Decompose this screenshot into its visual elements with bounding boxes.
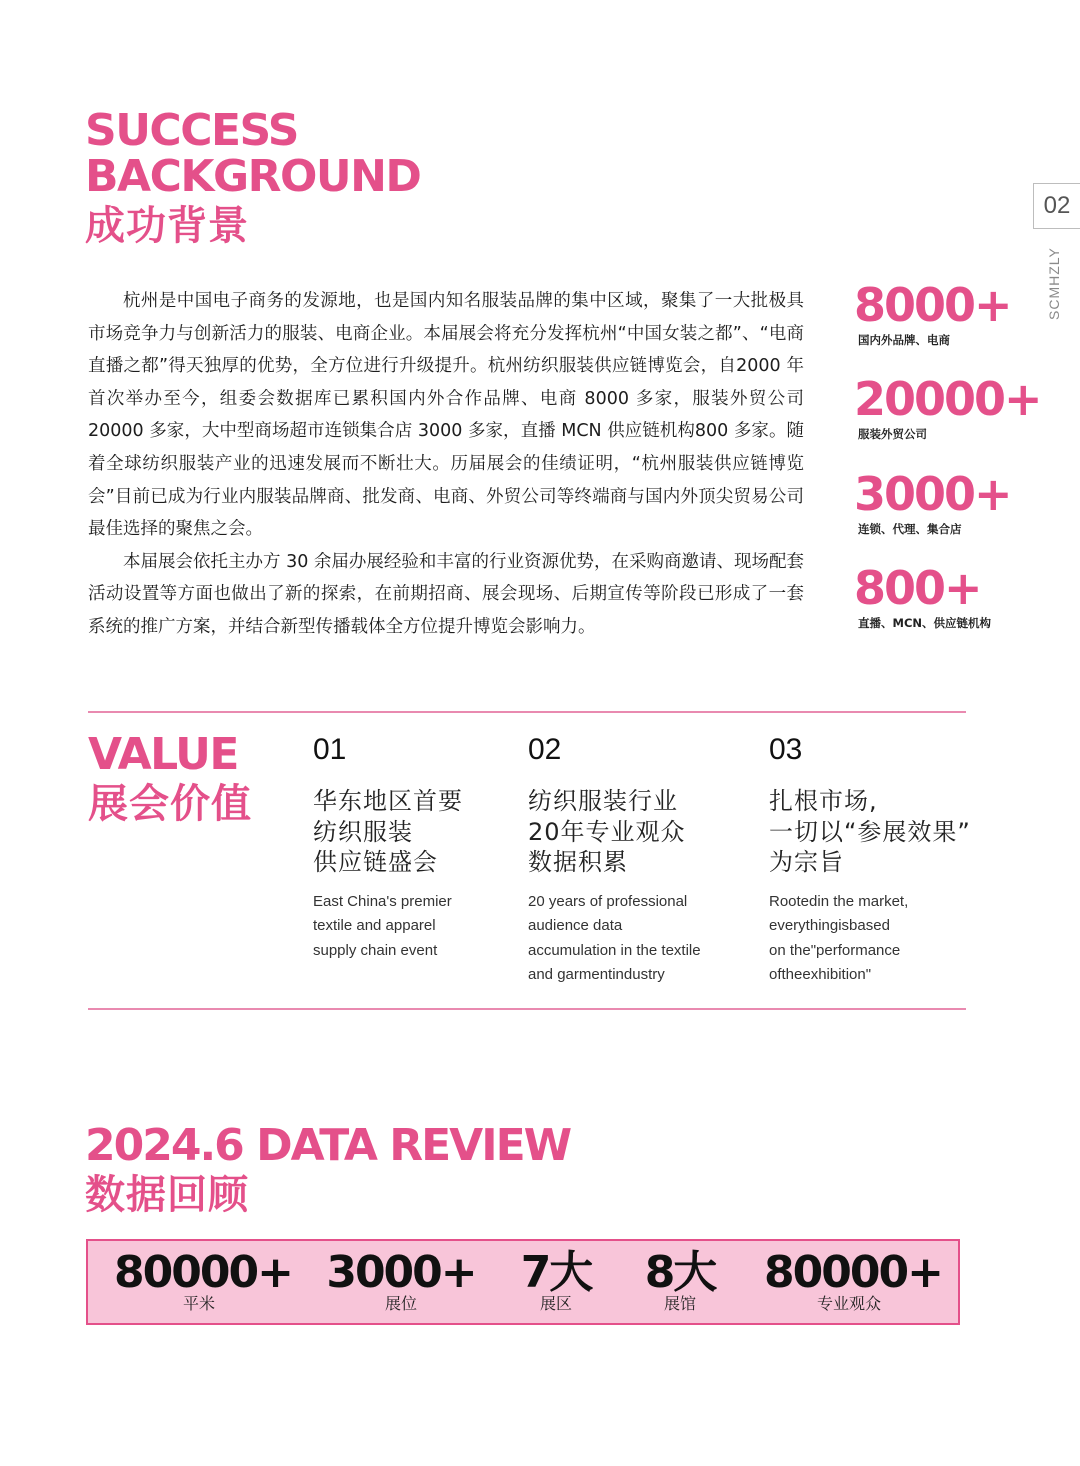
title-en-line2: BACKGROUND bbox=[85, 151, 421, 202]
review-stat bbox=[640, 1247, 720, 1313]
value-cn-line: 纺织服装行业 bbox=[528, 787, 678, 815]
side-stat-label: 直播、MCN、供应链机构 bbox=[858, 616, 992, 630]
review-stat-value: 8大 bbox=[644, 1247, 716, 1298]
value-en-line: accumulation in the textile bbox=[528, 941, 701, 959]
intro-paragraph-1: 杭州是中国电子商务的发源地，也是国内知名服装品牌的集中区域，聚集了一大批极具市场竞争力与创新活力的服装、电商企业。本届展会将充分发挥杭州“中国女装之都”、“电商直播之都”得天独厚的优势，全方位进行升级提升。杭州纺织服装供应链博览会，自2000 年首次举办至今，组委会数据库已累积国内外合作品牌、电商 8000 多家，服装外贸公司 20000 多家，大中型商场超市连锁集合店 3000 多家，直播 MCN 供应链机构800 多家。随着全球纺织服装产业的迅速发展而不断壮大。历届展会的佳绩证明，“杭州服装供应链博览会”目前已成为行业内服装品牌商、批发商、电商、外贸公司等终端商与国内外顶尖贸易公司最佳选择的聚焦之会。 bbox=[88, 291, 804, 540]
value-item-number: 03 bbox=[769, 733, 803, 766]
section-title-success-background bbox=[85, 105, 421, 252]
value-cn-line: 华东地区首要 bbox=[313, 787, 463, 815]
side-stat-value: 3000+ bbox=[854, 467, 1011, 521]
value-en-line: supply chain event bbox=[313, 941, 438, 959]
review-stat-label: 展馆 bbox=[663, 1294, 696, 1313]
side-stat-label: 国内外品牌、电商 bbox=[858, 333, 950, 347]
value-item-number: 01 bbox=[313, 733, 347, 766]
value-cn-line: 一切以“参展效果” bbox=[769, 817, 971, 846]
review-stat-value: 80000+ bbox=[764, 1247, 942, 1298]
value-title-en: VALUE bbox=[88, 729, 238, 780]
value-item-03 bbox=[769, 732, 971, 988]
value-item-cn bbox=[313, 786, 463, 878]
review-stat-label: 专业观众 bbox=[816, 1294, 881, 1313]
review-title-cn: 数据回顾 bbox=[85, 1172, 249, 1218]
value-title-cn: 展会价值 bbox=[88, 781, 252, 827]
review-stat-value: 3000+ bbox=[326, 1247, 476, 1298]
value-en-line: East China's premier bbox=[313, 892, 452, 910]
value-en-line: and garmentindustry bbox=[528, 966, 665, 983]
page-number: 02 bbox=[1033, 183, 1080, 229]
review-stat-label: 展位 bbox=[384, 1294, 417, 1313]
side-stat bbox=[854, 374, 1041, 442]
value-en-line: on the"performance bbox=[769, 941, 901, 959]
side-stat-label: 服装外贸公司 bbox=[858, 427, 927, 441]
side-stat-value: 8000+ bbox=[854, 278, 1011, 332]
title-cn: 成功背景 bbox=[85, 203, 249, 249]
review-stat-label: 平米 bbox=[182, 1294, 215, 1313]
section-title-value bbox=[88, 729, 252, 830]
value-en-line: 20 years of professional bbox=[528, 892, 688, 910]
value-item-en bbox=[313, 890, 463, 964]
value-item-02 bbox=[528, 732, 701, 988]
side-stat bbox=[854, 280, 1011, 348]
value-item-cn bbox=[528, 786, 701, 878]
divider-top bbox=[88, 711, 966, 713]
value-cn-line: 供应链盛会 bbox=[313, 848, 438, 876]
value-item-en bbox=[528, 890, 701, 988]
intro-text bbox=[88, 285, 804, 644]
review-stat bbox=[764, 1247, 942, 1313]
value-en-line: everythingisbased bbox=[769, 917, 890, 934]
value-cn-line: 为宗旨 bbox=[769, 848, 844, 876]
value-en-line: oftheexhibition" bbox=[769, 966, 872, 983]
value-en-line: textile and apparel bbox=[313, 917, 436, 934]
section-title-data-review bbox=[85, 1122, 570, 1220]
review-stat bbox=[114, 1247, 292, 1313]
value-item-number: 02 bbox=[528, 733, 562, 766]
value-en-line: Rootedin the market, bbox=[769, 892, 909, 910]
side-stat bbox=[854, 563, 991, 631]
value-cn-line: 数据积累 bbox=[528, 848, 628, 876]
review-stat-value: 7大 bbox=[520, 1247, 592, 1298]
value-item-en bbox=[769, 890, 971, 988]
value-item-cn bbox=[769, 786, 971, 878]
value-en-line: audience data bbox=[528, 917, 623, 934]
value-cn-line: 扎根市场, bbox=[769, 787, 878, 815]
data-review-panel bbox=[86, 1239, 960, 1325]
review-stat-label: 展区 bbox=[539, 1294, 572, 1313]
review-stat-value: 80000+ bbox=[114, 1247, 292, 1298]
title-en-line1: SUCCESS bbox=[85, 105, 298, 156]
intro-paragraph-2: 本届展会依托主办方 30 余届办展经验和丰富的行业资源优势，在采购商邀请、现场配套活动设置等方面也做出了新的探索，在前期招商、展会现场、后期宣传等阶段已形成了一套系统的推广方案，并结合新型传播载体全方位提升博览会影响力。 bbox=[88, 551, 804, 637]
review-stat bbox=[326, 1247, 476, 1313]
side-stat-label: 连锁、代理、集合店 bbox=[858, 522, 962, 536]
side-stat-value: 20000+ bbox=[854, 372, 1041, 426]
side-stat-value: 800+ bbox=[854, 561, 981, 615]
review-title-en: 2024.6 DATA REVIEW bbox=[85, 1120, 571, 1171]
divider-bottom bbox=[88, 1008, 966, 1010]
value-item-01 bbox=[313, 732, 463, 963]
value-cn-line: 纺织服装 bbox=[313, 817, 413, 846]
side-stat bbox=[854, 469, 1011, 537]
review-stat bbox=[516, 1247, 596, 1313]
value-cn-line: 20年专业观众 bbox=[528, 817, 686, 846]
side-brand-mark: SCMHZLY bbox=[1046, 247, 1062, 320]
